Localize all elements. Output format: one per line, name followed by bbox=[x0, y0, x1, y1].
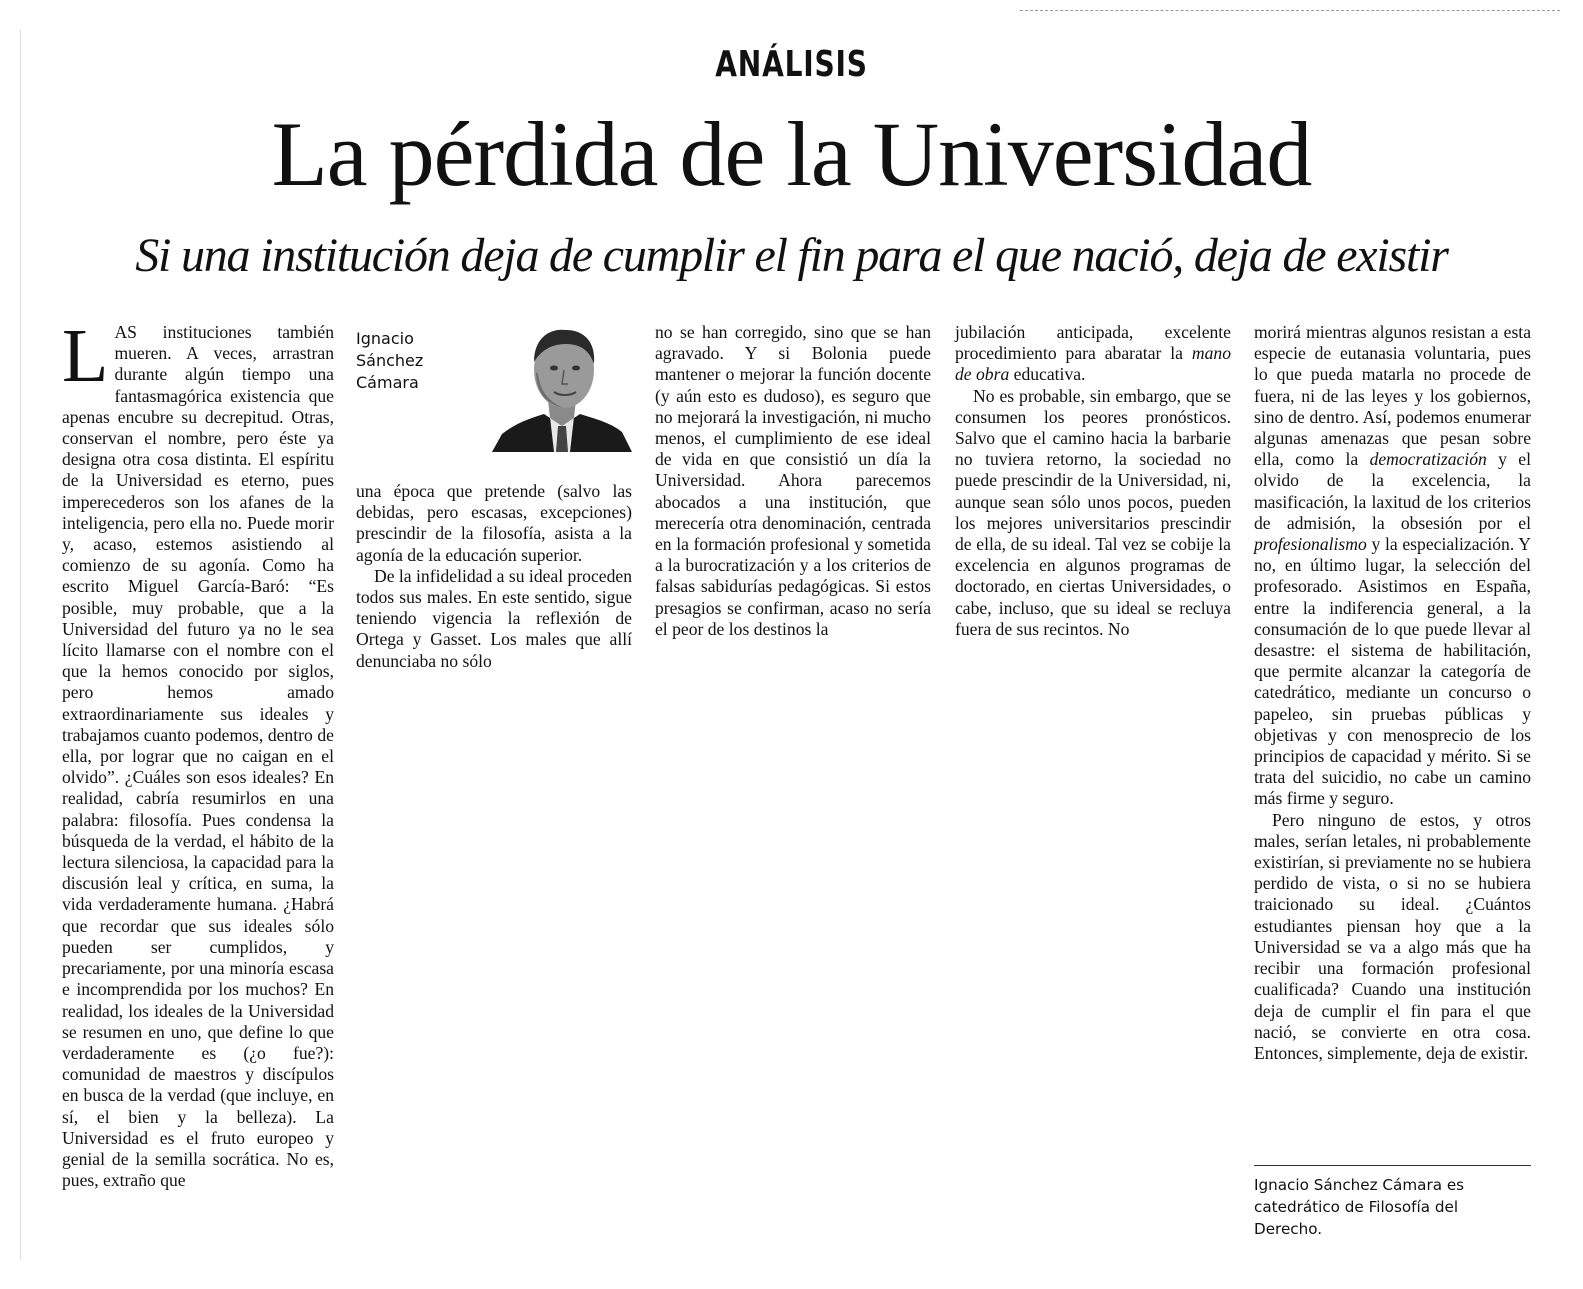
paragraph bbox=[955, 322, 1231, 386]
top-dashed-rule bbox=[1020, 10, 1560, 11]
article-column-1 bbox=[62, 314, 334, 1191]
article-column-4 bbox=[955, 322, 1231, 640]
author-portrait-photo bbox=[492, 322, 632, 452]
italic-phrase: mano de obra bbox=[955, 343, 1231, 385]
author-byline bbox=[356, 322, 632, 452]
paragraph-text: y el olvido de la excelencia, la masificación, la laxitud de los criterios de admisión, la obsesión por el bbox=[1254, 449, 1531, 533]
drop-cap: L bbox=[62, 314, 109, 398]
article-column-3 bbox=[655, 322, 931, 640]
bio-divider bbox=[1254, 1165, 1531, 1166]
paragraph-text: morirá mientras algunos resistan a esta especie de eutanasia voluntaria, pues lo que pueda matarla no procede de fuera, ni de las leyes y los gobiernos, sino de dentro. Así, podemos enumerar algunas amenazas que pesan sobre ella, como la bbox=[1254, 322, 1531, 470]
italic-phrase: profesionalismo bbox=[1254, 534, 1367, 555]
paragraph bbox=[1254, 322, 1531, 810]
author-bio: Ignacio Sánchez Cámara es catedrático de Filosofía del Derecho. bbox=[1254, 1176, 1465, 1238]
paragraph: De la infidelidad a su ideal proceden todos sus males. En este sentido, sigue teniendo vigencia la reflexión de Ortega y Gasset. Los males que allí denunciaba no sólo bbox=[356, 565, 632, 671]
paragraph-text: jubilación anticipada, excelente procedimiento para abaratar la bbox=[955, 322, 1231, 364]
paragraph-text: educativa. bbox=[1009, 364, 1086, 385]
paragraph: No es probable, sin embargo, que se consumen los peores pronósticos. Salvo que el camino hacia la barbarie no tuviera retorno, la sociedad no puede prescindir de la Universidad, ni, aunque sean sólo unos pocos, pueden los mejores universitarios prescindir de ella, de su ideal. Tal vez se cobije la excelencia en algunos programas de doctorado, en ciertas Universidades, o cabe, incluso, que su ideal se recluya fuera de sus recintos. No bbox=[955, 385, 1231, 639]
paragraph: una época que pretende (salvo las debidas, pero escasas, excepciones) prescindir de la filosofía, asista a la agonía de la educación superior. bbox=[356, 481, 632, 565]
paragraph bbox=[62, 314, 334, 1191]
paragraph: no se han corregido, sino que se han agravado. Y si Bolonia puede mantener o mejorar la función docente (y aún esto es dudoso), es seguro que no mejorará la investigación, ni mucho menos, el cumplimiento de ese ideal de vida en que consistió un día la Universidad. Ahora parecemos abocados a una institución, que merecería otra denominación, centrada en la formación profesional y sometida a la burocratización y a los criterios de falsas sabidurías pedagógicas. Si estos presagios se confirman, acaso no sería el peor de los destinos la bbox=[655, 322, 931, 639]
headline: La pérdida de la Universidad bbox=[271, 103, 1312, 205]
paragraph-text: y la especialización. Y no, en último lugar, la selección del profesorado. Asistimos en España, entre la indiferencia general, a la consumación de lo que puede llevar al desastre: el sistema de habilitación, que permite alcanzar la categoría de catedrático, mediante un concurso o papeleo, sin pruebas públicas y objetivas y con menosprecio de los principios de capacidad y mérito. Si se trata del suicidio, no cabe un camino más firme y seguro. bbox=[1254, 534, 1531, 809]
author-name bbox=[356, 328, 456, 394]
author-name-line: Sánchez bbox=[356, 351, 424, 370]
italic-phrase: democratización bbox=[1369, 449, 1487, 470]
article-column-5 bbox=[1254, 322, 1531, 1064]
author-name-line: Cámara bbox=[356, 373, 419, 392]
author-name-line: Ignacio bbox=[356, 329, 414, 348]
paragraph: Pero ninguno de estos, y otros males, serían letales, ni probablemente existirían, si previamente no se hubiera perdido de vista, o si no se hubiera traicionado su ideal. ¿Cuántos estudiantes piensan hoy que a la Universidad se va a algo más que ha recibir una formación profesional cualificada? Cuando una institución deja de cumplir el fin para el que nació, se convierte en otra cosa. Entonces, simplemente, deja de existir. bbox=[1254, 809, 1531, 1063]
left-margin-rule bbox=[20, 30, 21, 1260]
article-column-2 bbox=[356, 481, 632, 672]
subheadline: Si una institución deja de cumplir el fin para el que nació, deja de existir bbox=[135, 229, 1448, 282]
paragraph-text: AS instituciones también mueren. A veces, arrastran durante algún tiempo una fantasmagórica existencia que apenas encubre su decrepitud. Otras, conservan el nombre, pero éste ya designa otra cosa distinta. El espíritu de la Universidad es eterno, pues imperecederos son los afanes de la inteligencia, pero ella no. Puede morir y, acaso, estemos asistiendo al comienzo de su agonía. Como ha escrito Miguel García-Baró: “Es posible, muy probable, que a la Universidad del futuro ya no le sea lícito llamarse con el nombre con el que la hemos conocido por siglos, pero hemos amado extraordinariamente sus ideales y trabajamos cuanto podemos, dentro de ella, por lograr que no caigan en el olvido”. ¿Cuáles son esos ideales? En realidad, cabría resumirlos en una palabra: filosofía. Pues condensa la búsqueda de la verdad, el hábito de la lectura silenciosa, la capacidad para la discusión leal y crítica, en suma, la vida verdaderamente humana. ¿Habrá que recordar que sus ideales sólo pueden ser cumplidos, y precariamente, por una minoría escasa e incomprendida por los muchos? En realidad, los ideales de la Universidad se resumen en uno, que define lo que verdaderamente es (¿o fue?): comunidad de maestros y discípulos en busca de la verdad (que incluye, en sí, el bien y la belleza). La Universidad es el fruto europeo y genial de la semilla socrática. No es, pues, extraño que bbox=[62, 322, 334, 1191]
section-kicker: ANÁLISIS bbox=[715, 44, 868, 85]
